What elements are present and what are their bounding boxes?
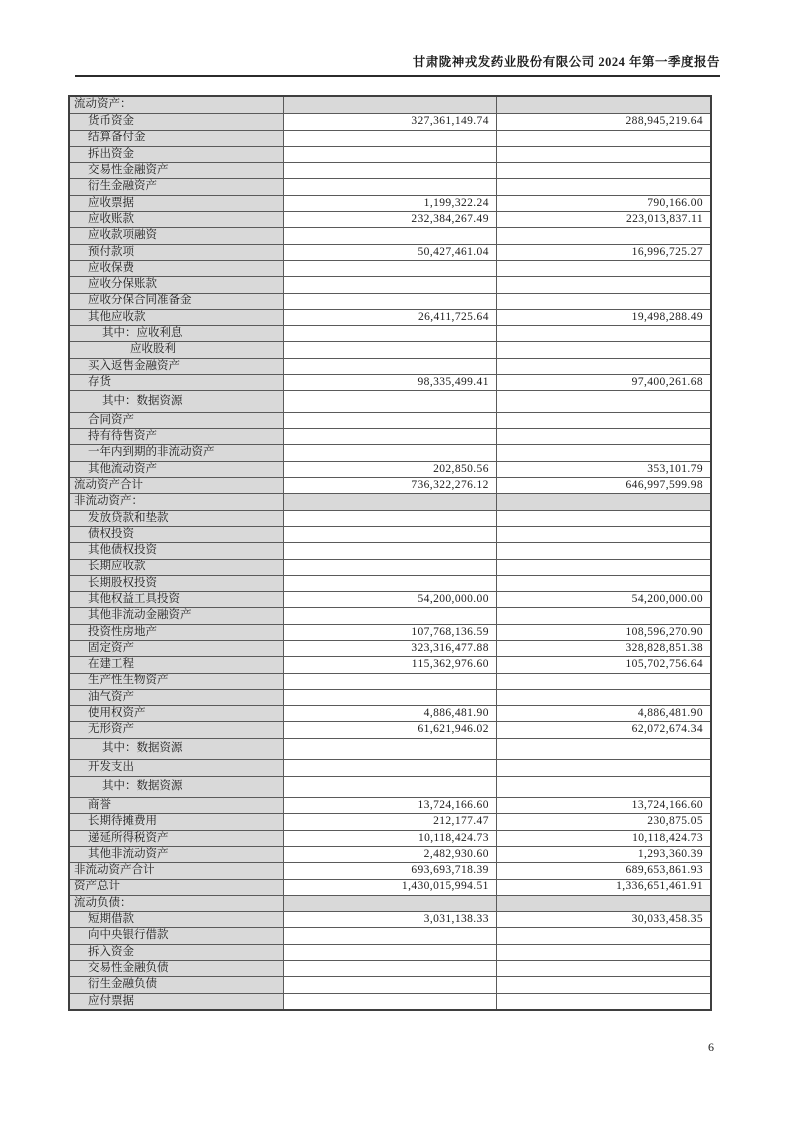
table-row <box>70 477 710 493</box>
table-row <box>70 976 710 992</box>
table-row <box>70 759 710 775</box>
row-current-amount-cell <box>284 359 497 374</box>
row-label-cell: 其他非流动金融资产 <box>70 608 284 623</box>
row-current-amount-cell <box>284 896 497 911</box>
row-prior-amount-cell <box>497 690 710 705</box>
row-current-amount-cell: 323,316,477.88 <box>284 641 497 656</box>
row-current-amount-cell <box>284 690 497 705</box>
row-label-cell: 长期股权投资 <box>70 576 284 591</box>
row-current-amount-cell: 736,322,276.12 <box>284 478 497 493</box>
table-row <box>70 879 710 895</box>
table-row <box>70 130 710 146</box>
table-row <box>70 776 710 798</box>
row-prior-amount-cell: 689,653,861.93 <box>497 863 710 878</box>
row-current-amount-cell: 10,118,424.73 <box>284 831 497 846</box>
balance-sheet-table <box>68 95 712 1011</box>
row-label-cell: 存货 <box>70 375 284 390</box>
row-label-cell: 向中央银行借款 <box>70 928 284 943</box>
row-label-cell: 开发支出 <box>70 760 284 775</box>
row-current-amount-cell <box>284 527 497 542</box>
row-label-cell: 应收账款 <box>70 212 284 227</box>
row-current-amount-cell: 98,335,499.41 <box>284 375 497 390</box>
row-label-cell: 其他债权投资 <box>70 543 284 558</box>
row-label-cell: 衍生金融资产 <box>70 179 284 194</box>
row-current-amount-cell <box>284 608 497 623</box>
table-row <box>70 195 710 211</box>
row-current-amount-cell <box>284 391 497 412</box>
row-label-cell: 合同资产 <box>70 413 284 428</box>
row-label-cell: 非流动资产： <box>70 494 284 509</box>
row-prior-amount-cell <box>497 977 710 992</box>
row-current-amount-cell: 202,850.56 <box>284 462 497 477</box>
row-prior-amount-cell <box>497 131 710 146</box>
row-label-cell: 拆出资金 <box>70 147 284 162</box>
table-row <box>70 862 710 878</box>
row-prior-amount-cell <box>497 896 710 911</box>
row-prior-amount-cell: 19,498,288.49 <box>497 310 710 325</box>
row-prior-amount-cell <box>497 445 710 460</box>
row-label-cell: 其中：数据资源 <box>70 739 284 760</box>
report-header-title: 甘肃陇神戎发药业股份有限公司 2024 年第一季度报告 <box>75 52 720 77</box>
row-label-cell: 买入返售金融资产 <box>70 359 284 374</box>
table-row <box>70 813 710 829</box>
row-prior-amount-cell <box>497 494 710 509</box>
table-row <box>70 673 710 689</box>
table-row <box>70 113 710 129</box>
row-current-amount-cell: 1,430,015,994.51 <box>284 880 497 895</box>
row-label-cell: 资产总计 <box>70 880 284 895</box>
row-prior-amount-cell <box>497 163 710 178</box>
table-row <box>70 341 710 357</box>
row-current-amount-cell: 61,621,946.02 <box>284 722 497 737</box>
row-label-cell: 其中：应收利息 <box>70 326 284 341</box>
table-row <box>70 846 710 862</box>
row-current-amount-cell <box>284 977 497 992</box>
row-current-amount-cell <box>284 228 497 243</box>
table-row <box>70 227 710 243</box>
row-prior-amount-cell <box>497 994 710 1009</box>
row-label-cell: 衍生金融负债 <box>70 977 284 992</box>
row-current-amount-cell <box>284 674 497 689</box>
row-label-cell: 其中：数据资源 <box>70 777 284 798</box>
table-row <box>70 276 710 292</box>
row-current-amount-cell <box>284 429 497 444</box>
row-prior-amount-cell <box>497 391 710 412</box>
table-row <box>70 309 710 325</box>
row-current-amount-cell: 1,199,322.24 <box>284 196 497 211</box>
row-prior-amount-cell: 97,400,261.68 <box>497 375 710 390</box>
row-label-cell: 应收股利 <box>70 342 284 357</box>
row-label-cell: 固定资产 <box>70 641 284 656</box>
row-current-amount-cell: 232,384,267.49 <box>284 212 497 227</box>
table-row <box>70 689 710 705</box>
table-row <box>70 325 710 341</box>
table-row <box>70 944 710 960</box>
table-row <box>70 797 710 813</box>
row-prior-amount-cell <box>497 147 710 162</box>
table-row <box>70 624 710 640</box>
row-current-amount-cell: 693,693,718.39 <box>284 863 497 878</box>
row-current-amount-cell: 212,177.47 <box>284 814 497 829</box>
table-row <box>70 575 710 591</box>
row-label-cell: 其他非流动资产 <box>70 847 284 862</box>
row-current-amount-cell <box>284 494 497 509</box>
row-label-cell: 应付票据 <box>70 994 284 1009</box>
row-prior-amount-cell: 30,033,458.35 <box>497 912 710 927</box>
table-row <box>70 146 710 162</box>
row-prior-amount-cell <box>497 543 710 558</box>
row-label-cell: 拆入资金 <box>70 945 284 960</box>
row-label-cell: 债权投资 <box>70 527 284 542</box>
table-row <box>70 97 710 113</box>
row-label-cell: 结算备付金 <box>70 131 284 146</box>
row-prior-amount-cell: 108,596,270.90 <box>497 625 710 640</box>
row-label-cell: 应收分保合同准备金 <box>70 294 284 309</box>
table-row <box>70 542 710 558</box>
table-row <box>70 428 710 444</box>
row-prior-amount-cell: 353,101.79 <box>497 462 710 477</box>
row-current-amount-cell: 115,362,976.60 <box>284 657 497 672</box>
row-prior-amount-cell: 328,828,851.38 <box>497 641 710 656</box>
row-current-amount-cell: 26,411,725.64 <box>284 310 497 325</box>
row-prior-amount-cell: 62,072,674.34 <box>497 722 710 737</box>
table-row <box>70 293 710 309</box>
row-current-amount-cell: 4,886,481.90 <box>284 706 497 721</box>
row-current-amount-cell <box>284 277 497 292</box>
row-prior-amount-cell: 223,013,837.11 <box>497 212 710 227</box>
row-current-amount-cell <box>284 560 497 575</box>
row-prior-amount-cell <box>497 179 710 194</box>
row-prior-amount-cell <box>497 294 710 309</box>
row-label-cell: 生产性生物资产 <box>70 674 284 689</box>
row-label-cell: 其他应收款 <box>70 310 284 325</box>
row-current-amount-cell: 13,724,166.60 <box>284 798 497 813</box>
row-current-amount-cell: 54,200,000.00 <box>284 592 497 607</box>
table-row <box>70 178 710 194</box>
row-label-cell: 交易性金融资产 <box>70 163 284 178</box>
row-current-amount-cell <box>284 163 497 178</box>
row-prior-amount-cell: 16,996,725.27 <box>497 245 710 260</box>
row-prior-amount-cell <box>497 674 710 689</box>
row-current-amount-cell <box>284 760 497 775</box>
row-label-cell: 流动资产： <box>70 97 284 113</box>
row-prior-amount-cell: 54,200,000.00 <box>497 592 710 607</box>
row-label-cell: 长期应收款 <box>70 560 284 575</box>
row-current-amount-cell <box>284 97 497 113</box>
row-prior-amount-cell <box>497 277 710 292</box>
row-prior-amount-cell: 790,166.00 <box>497 196 710 211</box>
row-label-cell: 交易性金融负债 <box>70 961 284 976</box>
row-label-cell: 商誉 <box>70 798 284 813</box>
row-current-amount-cell <box>284 739 497 760</box>
row-prior-amount-cell <box>497 429 710 444</box>
table-row <box>70 960 710 976</box>
row-label-cell: 非流动资产合计 <box>70 863 284 878</box>
row-current-amount-cell <box>284 511 497 526</box>
row-label-cell: 其中：数据资源 <box>70 391 284 412</box>
row-prior-amount-cell: 288,945,219.64 <box>497 114 710 129</box>
table-row <box>70 993 710 1009</box>
row-prior-amount-cell <box>497 511 710 526</box>
page-number: 6 <box>708 1040 714 1054</box>
table-row <box>70 721 710 737</box>
row-prior-amount-cell <box>497 961 710 976</box>
row-current-amount-cell <box>284 326 497 341</box>
row-label-cell: 在建工程 <box>70 657 284 672</box>
table-row <box>70 510 710 526</box>
row-label-cell: 应收分保账款 <box>70 277 284 292</box>
row-current-amount-cell <box>284 576 497 591</box>
table-row <box>70 412 710 428</box>
table-row <box>70 461 710 477</box>
row-current-amount-cell <box>284 994 497 1009</box>
row-label-cell: 其他权益工具投资 <box>70 592 284 607</box>
row-label-cell: 油气资产 <box>70 690 284 705</box>
row-label-cell: 使用权资产 <box>70 706 284 721</box>
row-label-cell: 递延所得税资产 <box>70 831 284 846</box>
row-prior-amount-cell <box>497 928 710 943</box>
row-current-amount-cell <box>284 445 497 460</box>
row-current-amount-cell: 50,427,461.04 <box>284 245 497 260</box>
row-current-amount-cell: 3,031,138.33 <box>284 912 497 927</box>
row-current-amount-cell <box>284 147 497 162</box>
row-prior-amount-cell <box>497 576 710 591</box>
row-current-amount-cell <box>284 294 497 309</box>
row-label-cell: 短期借款 <box>70 912 284 927</box>
row-label-cell: 应收款项融资 <box>70 228 284 243</box>
table-row <box>70 895 710 911</box>
row-prior-amount-cell <box>497 326 710 341</box>
row-prior-amount-cell: 1,293,360.39 <box>497 847 710 862</box>
table-row <box>70 738 710 760</box>
table-row <box>70 260 710 276</box>
row-label-cell: 其他流动资产 <box>70 462 284 477</box>
row-current-amount-cell <box>284 928 497 943</box>
row-current-amount-cell <box>284 961 497 976</box>
row-label-cell: 长期待摊费用 <box>70 814 284 829</box>
table-row <box>70 390 710 412</box>
table-row <box>70 493 710 509</box>
row-label-cell: 货币资金 <box>70 114 284 129</box>
row-current-amount-cell <box>284 261 497 276</box>
row-prior-amount-cell <box>497 359 710 374</box>
row-current-amount-cell <box>284 543 497 558</box>
table-row <box>70 162 710 178</box>
table-row <box>70 830 710 846</box>
row-prior-amount-cell: 1,336,651,461.91 <box>497 880 710 895</box>
row-label-cell: 发放贷款和垫款 <box>70 511 284 526</box>
row-prior-amount-cell <box>497 560 710 575</box>
row-prior-amount-cell: 230,875.05 <box>497 814 710 829</box>
row-prior-amount-cell <box>497 342 710 357</box>
row-prior-amount-cell <box>497 97 710 113</box>
table-row <box>70 526 710 542</box>
row-prior-amount-cell: 646,997,599.98 <box>497 478 710 493</box>
table-row <box>70 911 710 927</box>
row-prior-amount-cell: 4,886,481.90 <box>497 706 710 721</box>
row-current-amount-cell <box>284 131 497 146</box>
table-row <box>70 244 710 260</box>
table-row <box>70 591 710 607</box>
row-current-amount-cell <box>284 945 497 960</box>
row-prior-amount-cell <box>497 739 710 760</box>
row-label-cell: 预付款项 <box>70 245 284 260</box>
row-prior-amount-cell: 13,724,166.60 <box>497 798 710 813</box>
row-label-cell: 流动资产合计 <box>70 478 284 493</box>
row-prior-amount-cell <box>497 228 710 243</box>
table-row <box>70 656 710 672</box>
row-current-amount-cell <box>284 342 497 357</box>
table-row <box>70 927 710 943</box>
row-current-amount-cell <box>284 777 497 798</box>
row-prior-amount-cell: 105,702,756.64 <box>497 657 710 672</box>
row-prior-amount-cell <box>497 413 710 428</box>
row-label-cell: 应收票据 <box>70 196 284 211</box>
row-current-amount-cell: 107,768,136.59 <box>284 625 497 640</box>
row-label-cell: 投资性房地产 <box>70 625 284 640</box>
table-row <box>70 374 710 390</box>
table-row <box>70 559 710 575</box>
row-prior-amount-cell <box>497 261 710 276</box>
row-current-amount-cell: 327,361,149.74 <box>284 114 497 129</box>
table-row <box>70 358 710 374</box>
table-row <box>70 211 710 227</box>
table-row <box>70 444 710 460</box>
table-row <box>70 607 710 623</box>
row-current-amount-cell: 2,482,930.60 <box>284 847 497 862</box>
row-prior-amount-cell <box>497 527 710 542</box>
row-prior-amount-cell <box>497 777 710 798</box>
table-row <box>70 705 710 721</box>
row-label-cell: 持有待售资产 <box>70 429 284 444</box>
row-prior-amount-cell <box>497 608 710 623</box>
row-current-amount-cell <box>284 179 497 194</box>
row-prior-amount-cell <box>497 760 710 775</box>
table-row <box>70 640 710 656</box>
row-label-cell: 流动负债： <box>70 896 284 911</box>
row-prior-amount-cell <box>497 945 710 960</box>
row-label-cell: 一年内到期的非流动资产 <box>70 445 284 460</box>
row-current-amount-cell <box>284 413 497 428</box>
row-label-cell: 应收保费 <box>70 261 284 276</box>
row-prior-amount-cell: 10,118,424.73 <box>497 831 710 846</box>
row-label-cell: 无形资产 <box>70 722 284 737</box>
